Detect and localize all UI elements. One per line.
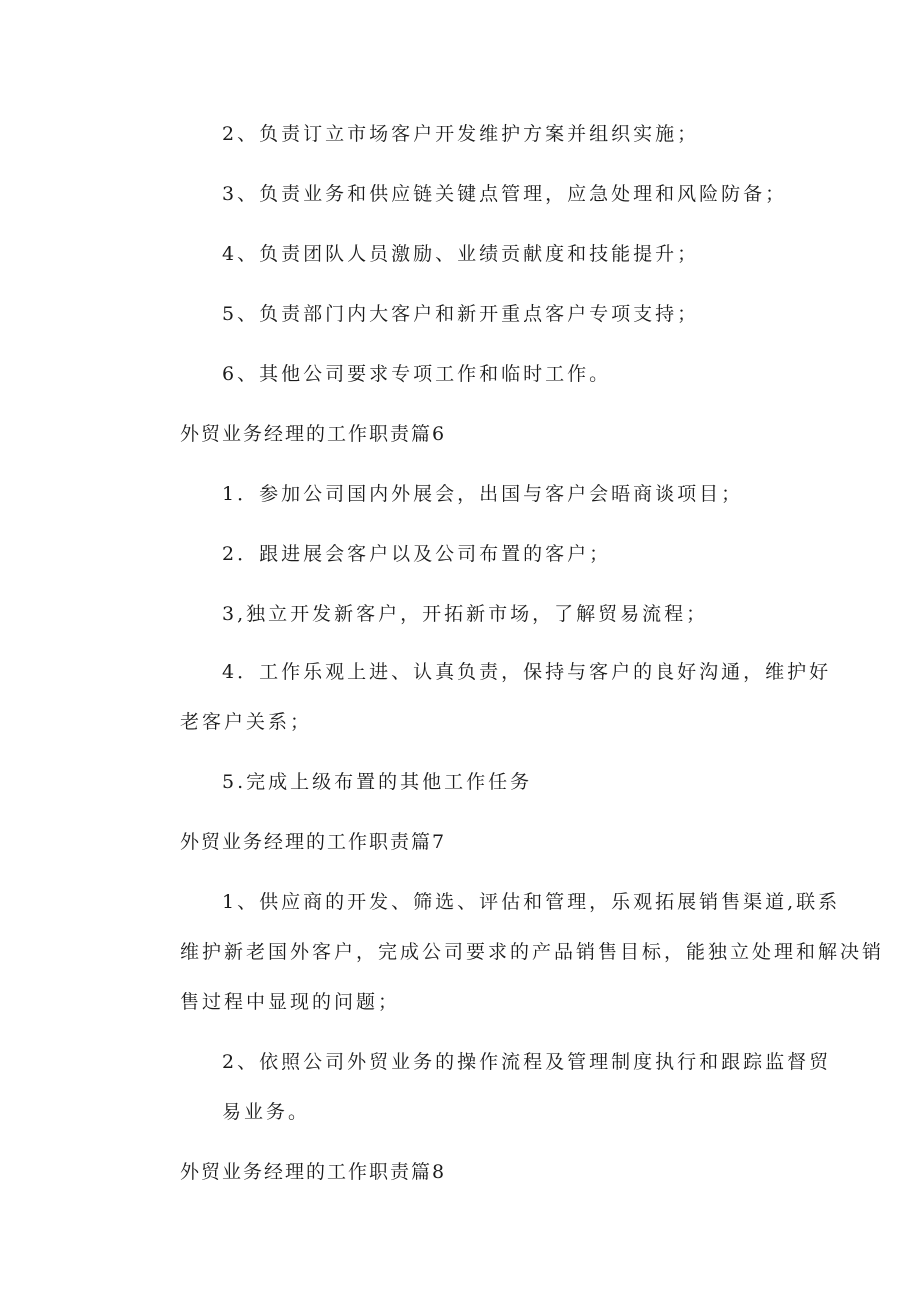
- duty-item-6: 6、其他公司要求专项工作和临时工作。: [222, 363, 612, 385]
- section6-item-4: 4．工作乐观上进、认真负责，保持与客户的良好沟通，维护好: [222, 661, 832, 683]
- duty-item-4: 4、负责团队人员激励、业绩贡献度和技能提升；: [222, 243, 700, 265]
- duty-item-2: 2、负责订立市场客户开发维护方案并组织实施；: [222, 123, 700, 145]
- section7-item-1-cont-1: 维护新老国外客户，完成公司要求的产品销售目标，能独立处理和解决销: [180, 941, 885, 963]
- duty-item-3: 3、负责业务和供应链关键点管理，应急处理和风险防备；: [222, 183, 788, 205]
- duty-item-5: 5、负责部门内大客户和新开重点客户专项支持；: [222, 303, 700, 325]
- section7-item-2-cont: 易业务。: [222, 1101, 311, 1123]
- section-heading-7: 外贸业务经理的工作职责篇7: [180, 831, 447, 853]
- section6-item-4-cont: 老客户关系；: [180, 711, 313, 733]
- section7-item-2: 2、依照公司外贸业务的操作流程及管理制度执行和跟踪监督贸: [222, 1051, 832, 1073]
- section6-item-1: 1．参加公司国内外展会，出国与客户会晤商谈项目；: [222, 483, 744, 505]
- section7-item-1-cont-2: 售过程中显现的问题；: [180, 991, 401, 1013]
- section6-item-5: 5.完成上级布置的其他工作任务: [222, 771, 533, 793]
- section6-item-3: 3,独立开发新客户，开拓新市场，了解贸易流程；: [222, 603, 709, 625]
- section-heading-6: 外贸业务经理的工作职责篇6: [180, 423, 447, 445]
- section6-item-2: 2．跟进展会客户以及公司布置的客户；: [222, 543, 612, 565]
- section7-item-1: 1、供应商的开发、筛选、评估和管理，乐观拓展销售渠道,联系: [222, 891, 841, 913]
- section-heading-8: 外贸业务经理的工作职责篇8: [180, 1161, 447, 1183]
